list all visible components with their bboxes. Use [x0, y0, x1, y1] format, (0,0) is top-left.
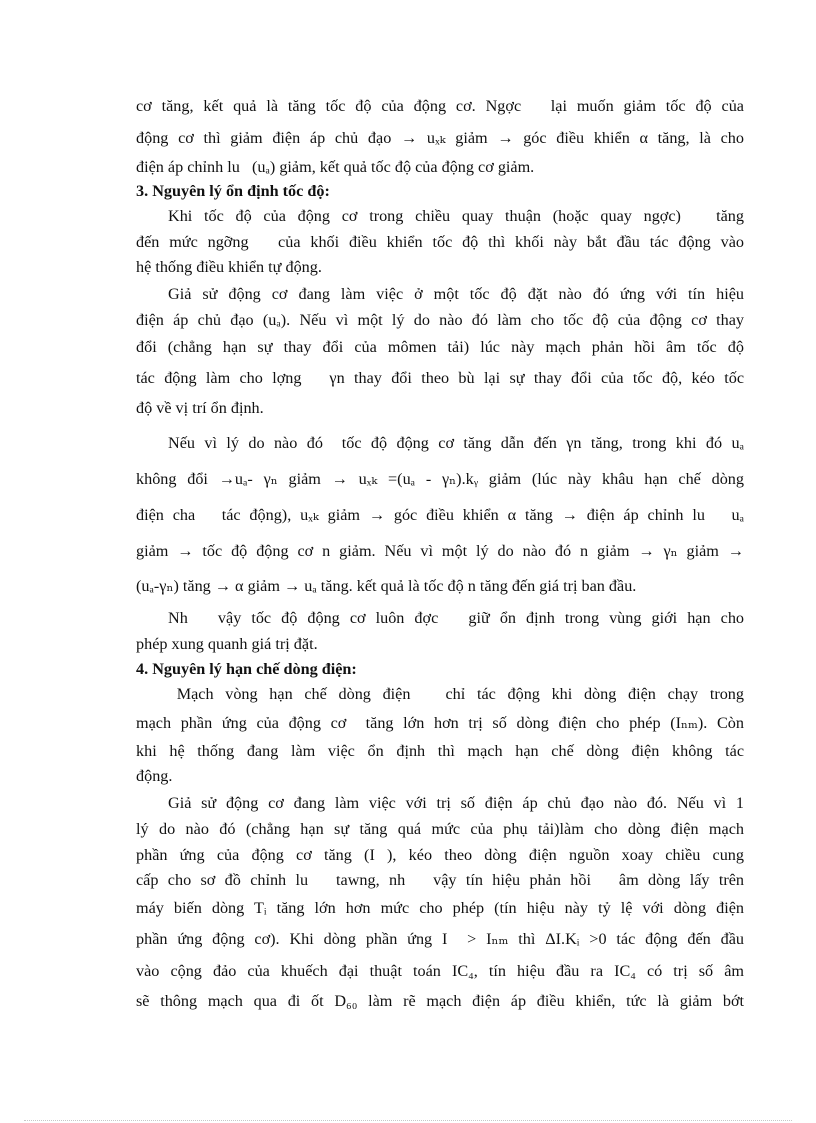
text-line: tác động làm cho lợng γn thay đổi theo bù lại sự thay đổi của tốc độ, kéo tốc — [136, 369, 744, 387]
text-line: động cơ thì giảm điện áp chủ đạo → uₓₖ giảm → góc điều khiển α tăng, là cho — [136, 129, 744, 147]
text-line: đổi (chẳng hạn sự thay đổi của mômen tải) lúc này mạch phản hồi âm tốc độ — [136, 338, 744, 356]
text-line: phần ứng của động cơ tăng (I ), kéo theo dòng điện nguồn xoay chiều cung — [136, 846, 744, 864]
text-line: cơ tăng, kết quả là tăng tốc độ của động cơ. Ngợc lại muốn giảm tốc độ của — [136, 97, 744, 115]
text-line: điện áp chủ đạo (uₐ). Nếu vì một lý do nào đó làm cho tốc độ của động cơ thay — [136, 311, 744, 329]
text-line: Khi tốc độ của động cơ trong chiều quay thuận (hoặc quay ngợc) tăng — [168, 207, 744, 225]
text-line: Nếu vì lý do nào đó tốc độ động cơ tăng dẫn đến γn tăng, trong khi đó uₐ — [168, 434, 744, 452]
text-line: Giả sử động cơ đang làm việc ở một tốc độ đặt nào đó ứng với tín hiệu — [168, 285, 744, 303]
text-line: giảm → tốc độ động cơ n giảm. Nếu vì một lý do nào đó n giảm → γₙ giảm → — [136, 542, 744, 560]
text-line: Giả sử động cơ đang làm việc với trị số điện áp chủ đạo nào đó. Nếu vì 1 — [168, 794, 744, 812]
text-line: Mạch vòng hạn chế dòng điện chỉ tác động khi dòng điện chạy trong — [165, 685, 744, 703]
text-line: phần ứng động cơ). Khi dòng phần ứng I > Iₙₘ thì ΔI.Kᵢ >0 tác động đến đầu — [136, 930, 744, 948]
text-line: điện áp chỉnh lu (uₐ) giảm, kết quả tốc độ của động cơ giảm. — [136, 158, 535, 176]
text-line: vào cộng đảo của khuếch đại thuật toán IC₄, tín hiệu đầu ra IC₄ có trị số âm — [136, 962, 744, 980]
text-line: cấp cho sơ đồ chỉnh lu tawng, nh vậy tín hiệu phản hồi âm dòng lấy trên — [136, 871, 744, 889]
text-line: sẽ thông mạch qua đi ốt D₆₀ làm rẽ mạch điện áp điều khiển, tức là giảm bớt — [136, 992, 744, 1010]
section-heading: 3. Nguyên lý ổn định tốc độ: — [136, 182, 330, 200]
text-line: khi hệ thống đang làm việc ổn định thì mạch hạn chế dòng điện không tác — [136, 742, 744, 760]
text-line: máy biến dòng Tᵢ tăng lớn hơn mức cho phép (tín hiệu này tỷ lệ với dòng điện — [136, 899, 744, 917]
text-line: Nh vậy tốc độ động cơ luôn đợc giữ ổn định trong vùng giới hạn cho — [168, 609, 744, 627]
text-line: phép xung quanh giá trị đặt. — [136, 635, 318, 653]
text-line: mạch phần ứng của động cơ tăng lớn hơn trị số dòng điện cho phép (Iₙₘ). Còn — [136, 714, 744, 732]
text-line: đến mức ngỡng của khối điều khiển tốc độ thì khối này bắt đầu tác động vào — [136, 233, 744, 251]
text-line: hệ thống điều khiển tự động. — [136, 258, 322, 276]
text-line: độ về vị trí ổn định. — [136, 399, 264, 417]
text-line: động. — [136, 767, 173, 785]
section-heading: 4. Nguyên lý hạn chế dòng điện: — [136, 660, 357, 678]
text-line: lý do nào đó (chẳng hạn sự tăng quá mức của phụ tải)làm cho dòng điện mạch — [136, 820, 744, 838]
text-line: không đổi →uₐ- γₙ giảm → uₓₖ =(uₐ - γₙ).kᵧ giảm (lúc này khâu hạn chế dòng — [136, 470, 744, 488]
text-line: (uₐ-γₙ) tăng → α giảm → uₐ tăng. kết quả là tốc độ n tăng đến giá trị ban đầu. — [136, 577, 637, 595]
page-bottom-border — [24, 1120, 792, 1121]
text-line: điện cha tác động), uₓₖ giảm → góc điều khiển α tăng → điện áp chỉnh lu uₐ — [136, 506, 744, 524]
